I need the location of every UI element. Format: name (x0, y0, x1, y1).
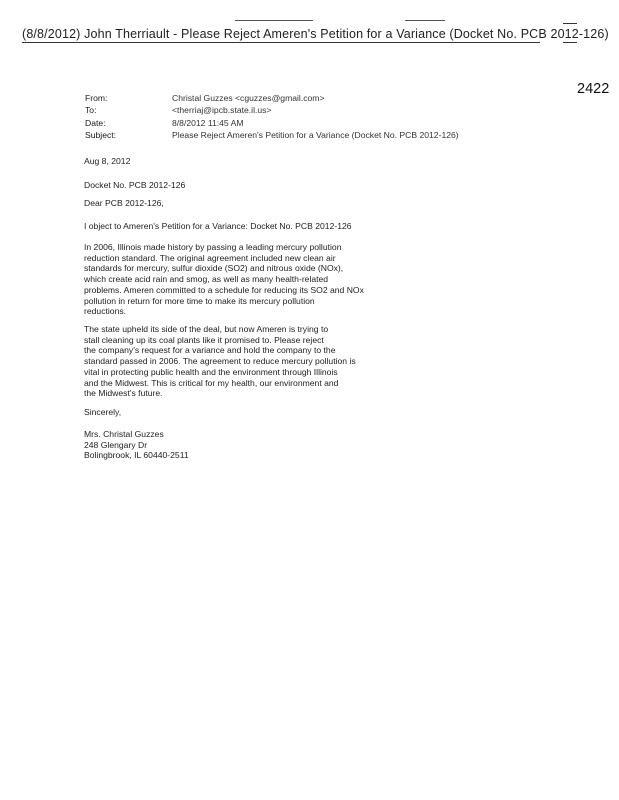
title-underline (22, 42, 540, 43)
page-number: 2422 (577, 81, 610, 97)
signature-street: 248 Glengary Dr (84, 439, 148, 450)
email-header (85, 92, 459, 142)
paragraph-line: reduction standard. The original agreement included new clean air (84, 252, 336, 263)
document-title: (8/8/2012) John Therriault - Please Reject Ameren's Petition for a Variance (Docket No. PCB 2012-126) (22, 27, 609, 41)
paragraph-line: which create acid rain and smog, as well as many health-related (84, 274, 329, 285)
paragraph-line: vital in protecting public health and the environment through Illinois (84, 366, 338, 377)
paragraph-line: the Midwest's future. (84, 388, 163, 399)
header-value: Please Reject Ameren's Petition for a Variance (Docket No. PCB 2012-126) (172, 130, 459, 141)
header-date (85, 117, 459, 129)
paragraph-line: problems. Ameren committed to a schedule for reducing its SO2 and NOx (84, 284, 364, 295)
paragraph-line: standard passed in 2006. The agreement to reduce mercury pollution is (84, 356, 356, 367)
header-label: Subject: (85, 130, 117, 141)
paragraph-line: stall cleaning up its coal plants like it promised to. Please reject (84, 334, 324, 345)
paragraph-line: The state upheld its side of the deal, but now Ameren is trying to (84, 324, 329, 334)
header-value: Christal Guzzes <cguzzes@gmail.com> (172, 93, 325, 103)
closing: Sincerely, (84, 407, 122, 417)
right-margin-rule-top (563, 23, 577, 24)
header-label: Date: (85, 117, 106, 128)
header-to (85, 104, 459, 116)
header-value: 8/8/2012 11:45 AM (172, 117, 244, 128)
header-subject (85, 129, 459, 141)
header-from (85, 92, 459, 104)
paragraph-line: In 2006, Illinois made history by passing a leading mercury pollution (84, 242, 342, 252)
paragraph-line: and the Midwest. This is critical for my health, our environment and (84, 377, 339, 388)
paragraph-2 (84, 324, 356, 399)
header-label: From: (85, 93, 108, 103)
subject-line: I object to Ameren's Petition for a Variance: Docket No. PCB 2012-126 (84, 221, 352, 231)
header-label: To: (85, 105, 97, 116)
paragraph-line: standards for mercury, sulfur dioxide (SO2) and nitrous oxide (NOx), (84, 263, 344, 274)
paragraph-1 (84, 242, 364, 317)
paragraph-line: the company's request for a variance and hold the company to the (84, 345, 336, 356)
scan-mark-top-2 (405, 20, 445, 21)
scan-mark-top (235, 20, 313, 21)
date-line: Aug 8, 2012 (84, 156, 131, 166)
header-value: <therriaj@ipcb.state.il.us> (172, 105, 272, 116)
docket-line: Docket No. PCB 2012-126 (84, 180, 186, 190)
signature-name: Mrs. Christal Guzzes (84, 429, 164, 439)
paragraph-line: pollution in return for more time to make its mercury pollution (84, 295, 315, 306)
salutation: Dear PCB 2012-126, (84, 198, 164, 208)
right-margin-rule-bottom (563, 42, 577, 43)
signature-block (84, 429, 189, 461)
paragraph-line: reductions. (84, 306, 127, 317)
signature-city: Bolingbrook, IL 60440-2511 (84, 450, 189, 461)
